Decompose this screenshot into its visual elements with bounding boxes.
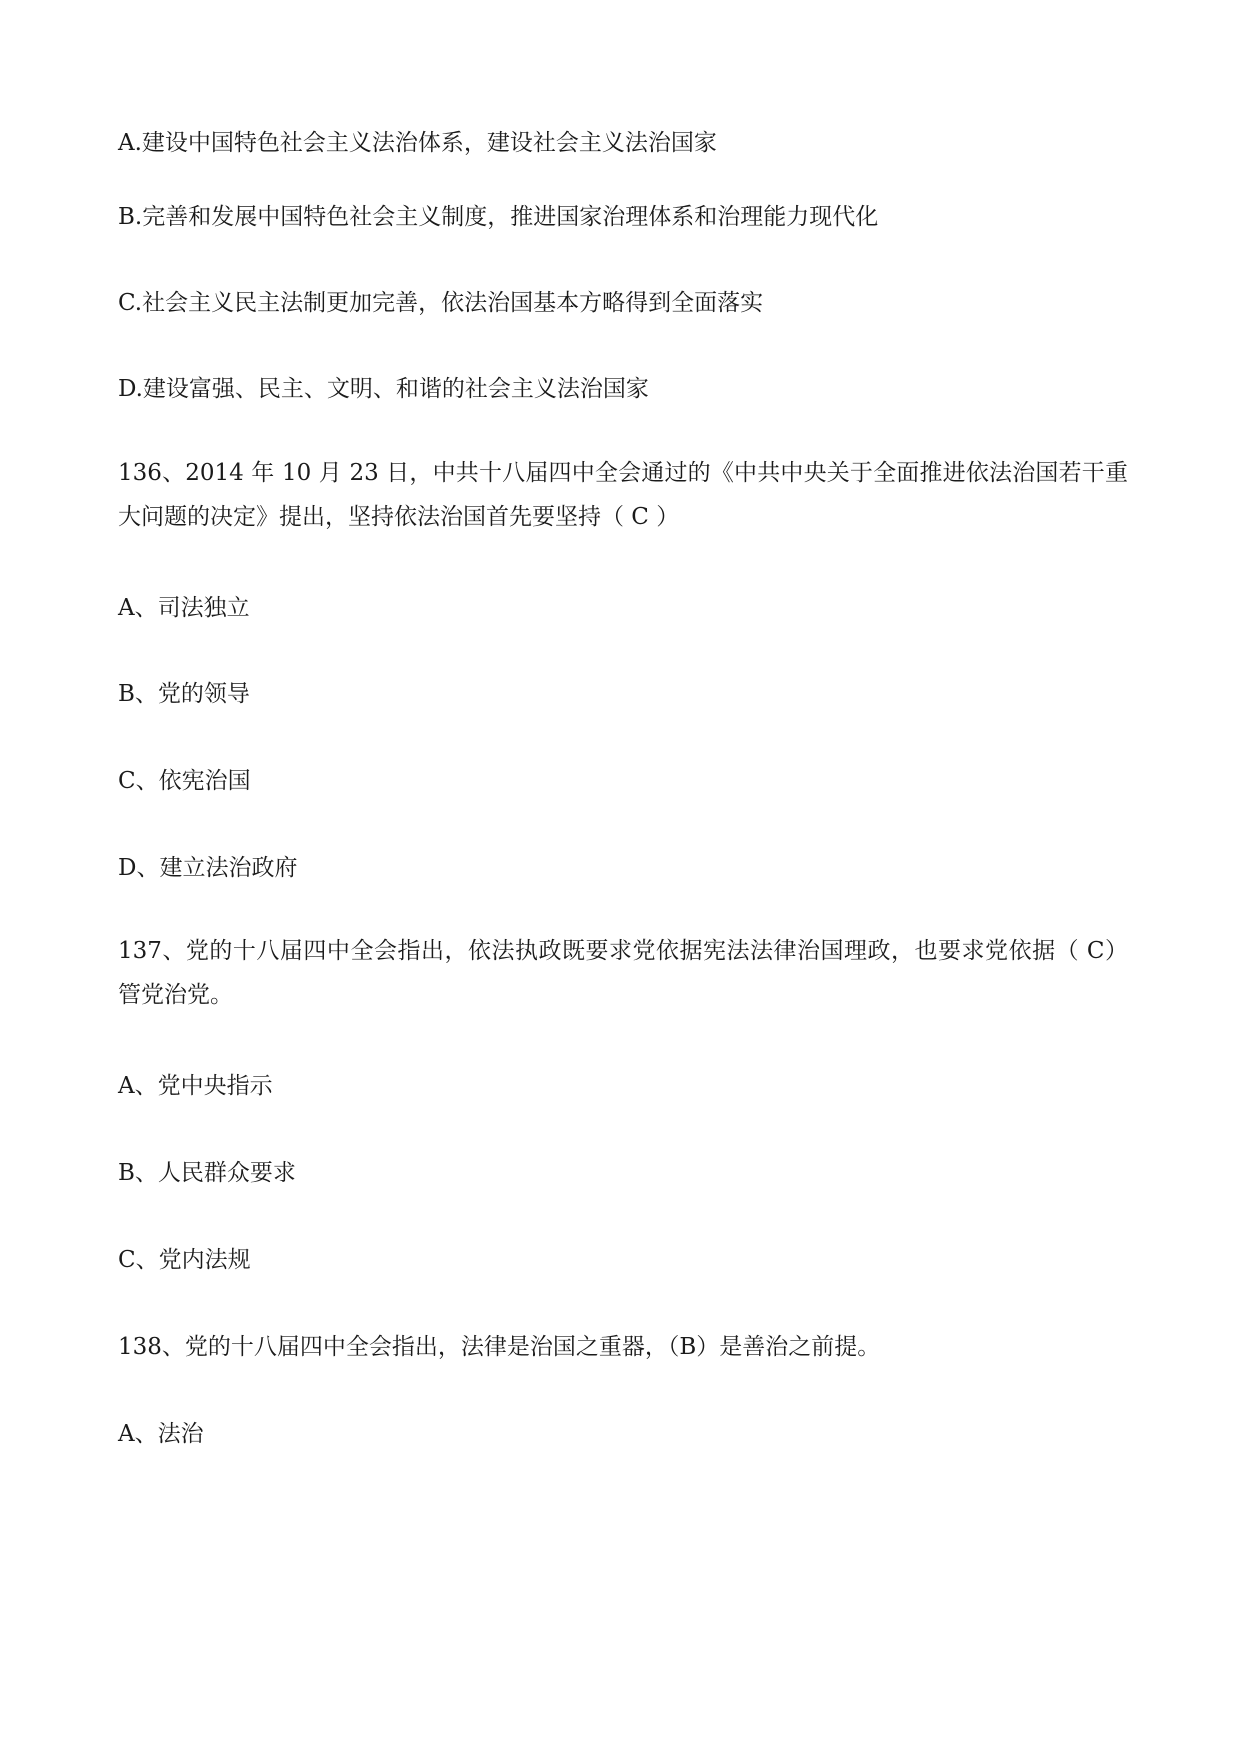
- q138-option-a: A、法治: [118, 1421, 204, 1447]
- option-b-line: B.完善和发展中国特色社会主义制度，推进国家治理体系和治理能力现代化: [118, 204, 879, 230]
- question-138: 138、党的十八届四中全会指出，法律是治国之重器，（B）是善治之前提。: [118, 1334, 881, 1360]
- q137-option-b: B、人民群众要求: [118, 1160, 296, 1186]
- question-137: 137、党的十八届四中全会指出，依法执政既要求党依据宪法法律治国理政，也要求党依据（ C）管党治党。: [118, 938, 1128, 1008]
- q136-option-b: B、党的领导: [118, 681, 250, 707]
- q136-option-a: A、司法独立: [118, 595, 250, 621]
- option-c-line: C.社会主义民主法制更加完善，依法治国基本方略得到全面落实: [118, 290, 764, 316]
- option-a-line: A.建设中国特色社会主义法治体系，建设社会主义法治国家: [118, 130, 717, 156]
- q137-option-c: C、党内法规: [118, 1247, 251, 1273]
- q136-option-c: C、依宪治国: [118, 768, 251, 794]
- option-d-line: D.建设富强、民主、文明、和谐的社会主义法治国家: [118, 376, 649, 402]
- q137-option-a: A、党中央指示: [118, 1073, 273, 1099]
- question-136: 136、2014 年 10 月 23 日，中共十八届四中全会通过的《中共中央关于全面推进依法治国若干重大问题的决定》提出，坚持依法治国首先要坚持（ C ）: [118, 460, 1128, 530]
- q136-option-d: D、建立法治政府: [118, 855, 298, 881]
